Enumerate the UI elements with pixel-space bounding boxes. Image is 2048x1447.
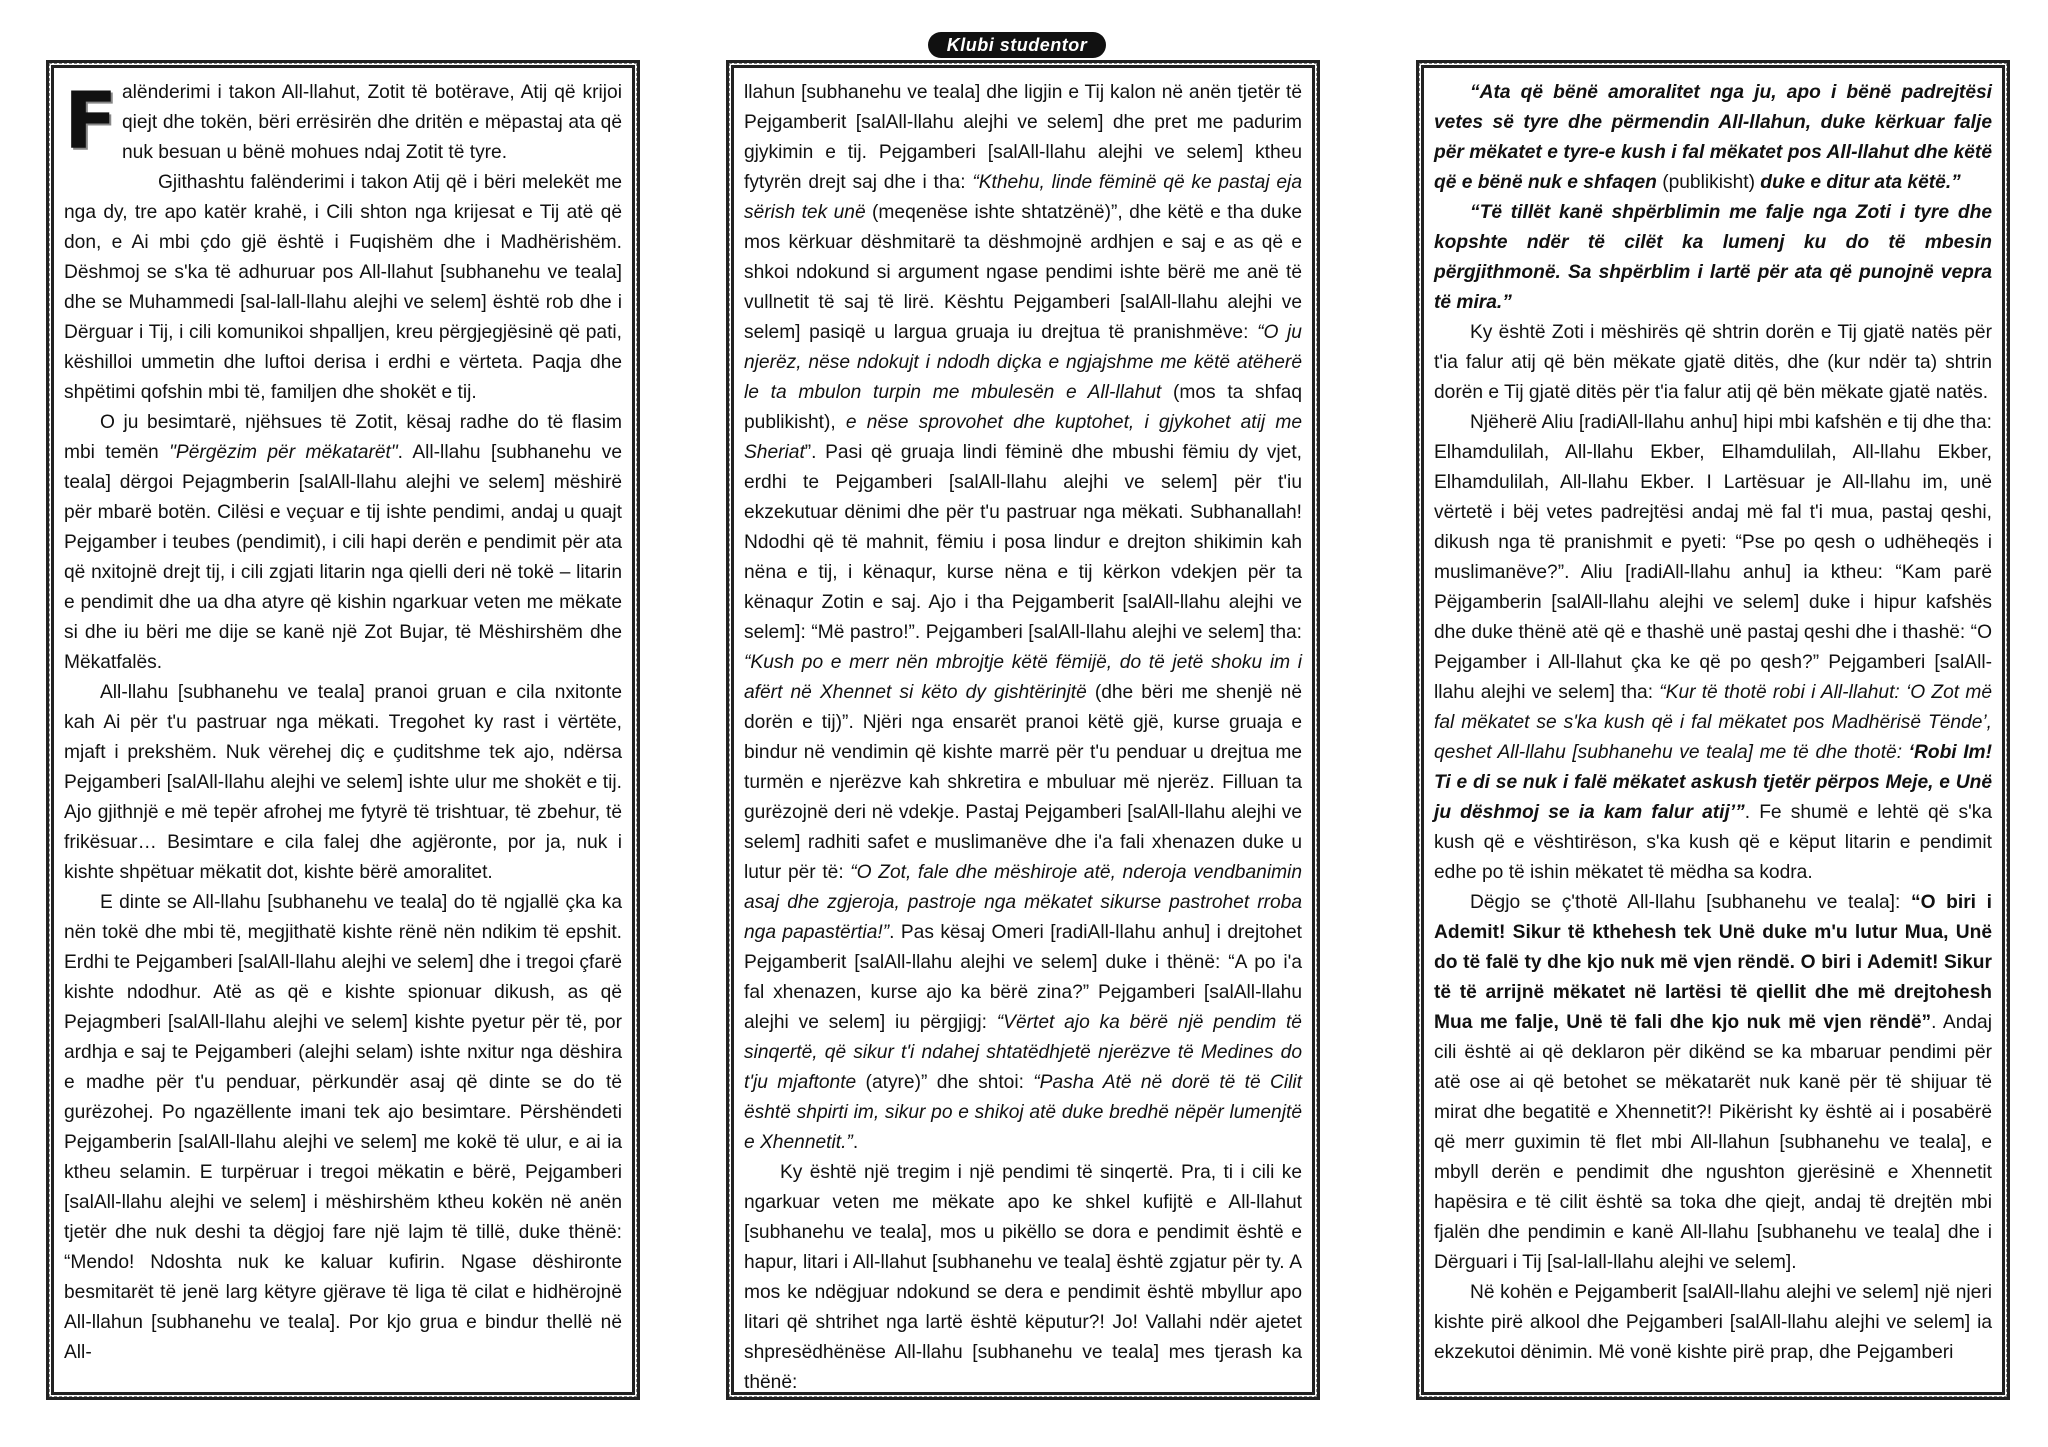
paragraph: E dinte se All-llahu [subhanehu ve teala] do të ngjallë çka ka nën tokë dhe mbi të, megjithatë kishte rënë nën ndikim të epshit. Erdhi te Pejgamberi [salAll-llahu alejhi ve selem] dhe i tregoi çfarë kishte ndodhur. Atë as që e kishte spionuar dikush, as që Pejagmberi [salAll-llahu alejhi ve selem] kishte pyetur për të, por ardhja e saj te Pejgamberi (alejhi selam) ishte nxitur nga dëshira e madhe për t'u penduar, përkundër asaj që dinte se do të gurëzohej. Po ngazëllente imani tek ajo besimtare. Përshëndeti Pejgamberin [salAll-llahu alejhi ve selem] me kokë të ulur, e ai ia ktheu selamin. E turpëruar i tregoi mëkatin e bërë, Pejgamberi [salAll-llahu alejhi ve selem] i mëshirshëm ktheu kokën në anën tjetër dhe nuk deshi ta dëgjoj fare një lajm të tillë, duke thënë: “Mendo! Ndoshta nuk ke kaluar kufirin. Ngase dëshironte besmitarët të jenë larg këtyre gjërave të liga të cilat e hidhërojnë All-llahun [subhanehu ve teala]. Por kjo grua e bindur thellë në All- bbox=[64, 892, 622, 1363]
paragraph: Ky është një tregim i një pendimi të sinqertë. Pra, ti i cili ke ngarkuar veten me mëkate apo ke shkel kufijtë e All-llahut [subhanehu ve teala], mos u pikëllo se dora e pendimit është e hapur, litari i All-llahut [subhanehu ve teala] është zgjatur për ty. A mos ke ndëgjuar ndokund se dera e pendimit është mbyllur apo litari që shtrihet nga lartë është këputur?! Jo! Vallahi ndër ajetet shpresëdhënëse All-llahu [subhanehu ve teala] mes tjerash ka thënë: bbox=[744, 1162, 1302, 1393]
column-3 bbox=[1416, 60, 2010, 1400]
paragraph: Gjithashtu falënderimi i takon Atij që i bëri melekët me nga dy, tre apo katër krahë, i Cili shton nga krijesat e Tij atë që don, e Ai mbi çdo gjë është i Fuqishëm dhe i Madhërishëm. Dëshmoj se s'ka të adhuruar pos All-llahut [subhanehu ve teala] dhe se Muhammedi [sal-lall-llahu alejhi ve selem] është rob dhe i Dërguar i Tij, i cili komunikoi shpalljen, kreu përgjegjësinë që pati, këshilloi ummetin dhe luftoi derisa i erdhi e vërteta. Paqja dhe shpëtimi qofshin mbi të, familjen dhe shokët e tij. bbox=[64, 172, 622, 403]
paragraph: Njëherë Aliu [radiAll-llahu anhu] hipi mbi kafshën e tij dhe tha: Elhamdulilah, All-llahu Ekber, Elhamdulilah, All-llahu Ekber, Elhamdulilah, All-llahu Ekber. I Lartësuar je All-llahu im, unë vërtetë i bëj vetes padrejtësi andaj më fal t'i mua, pastaj qeshi, dikush nga të pranishmit e pyeti: “Pse po qesh o udhëheqës i muslimanëve?”. Aliu [radiAll-llahu anhu] ia ktheu: “Kam parë Pëjgamberin [salAll-llahu alejhi ve selem] duke i hipur kafshës dhe duke thënë atë që e thashë unë pastaj qeshi dhe i thashë: “O Pejgamber i All-llahut çka ke që po qesh?” Pejgamberi [salAll-llahu alejhi ve selem] tha: “Kur të thotë robi i All-llahut: ‘O Zot më fal mëkatet se s'ka kush që i fal mëkatet pos Madhërisë Tënde’, qeshet All-llahu [subhanehu ve teala] me të dhe thotë: ‘Robi Im! Ti e di se nuk i falë mëkatet askush tjetër përpos Meje, e Unë ju dëshmoj se ia kam falur atij’”. Fe shumë e lehtë që s'ka kush që e vështirëson, s'ka kush që e këput litarin e pendimit edhe po të ishin mëkatet të mëdha sa kodra. bbox=[1434, 412, 1992, 883]
paragraph: llahun [subhanehu ve teala] dhe ligjin e Tij kalon në anën tjetër të Pejgamberit [salAll-llahu alejhi ve selem] dhe pret me padurim gjykimin e tij. Pejgamberi [salAll-llahu alejhi ve selem] ktheu fytyrën drejt saj dhe i tha: “Kthehu, linde fëminë që ke pastaj eja sërish tek unë (meqenëse ishte shtatzënë)”, dhe këtë e tha duke mos kërkuar dëshmitarë ta dëshmojnë ardhjen e saj e as që e shkoi ndokund si argument ngase pendimi ishte bërë me anë të vullnetit të saj të lirë. Kështu Pejgamberi [salAll-llahu alejhi ve selem] pasiqë u largua gruaja iu drejtua të pranishmëve: “O ju njerëz, nëse ndokujt i ndodh diçka e ngjajshme me këtë atëherë le ta mbulon turpin me mbulesën e All-llahut (mos ta shfaq publikisht), e nëse sprovohet dhe kuptohet, i gjykohet atij me Sheriat”. Pasi që gruaja lindi fëminë dhe mbushi fëmiu dy vjet, erdhi te Pejgamberi [salAll-llahu alejhi ve selem] për t'iu ekzekutuar dënimi dhe për t'u pastruar nga mëkati. Subhanallah! Ndodhi që të mahnit, fëmiu i posa lindur e drejton shikimin kah nëna e tij, i kënaqur, kurse nëna e tij kërkon vdekjen për ta kënaqur Zotin e saj. Ajo i tha Pejgamberit [salAll-llahu alejhi ve selem]: “Më pastro!”. Pejgamberi [salAll-llahu alejhi ve selem] tha: “Kush po e merr nën mbrojtje këtë fëmijë, do të jetë shoku im i afërt në Xhennet si këto dy gishtërinjtë (dhe bëri me shenjë në dorën e tij)”. Njëri nga ensarët pranoi këtë gjë, kurse gruaja e bindur në vendimin që kishte marrë për t'u penduar u drejtua me turmën e njerëzve kah shkretira e mbuluar më njerëz. Filluan ta gurëzojnë deri në vdekje. Pastaj Pejgamberi [salAll-llahu alejhi ve selem] radhiti safet e muslimanëve dhe i'a fali xhenazen duke u lutur për të: “O Zot, fale dhe mëshiroje atë, nderoja vendbanimin asaj dhe zgjeroja, pastroje nga mëkatet sikurse pastrohet rroba nga papastërtia!”. Pas kësaj Omeri [radiAll-llahu anhu] i drejtohet Pejgamberit [salAll-llahu alejhi ve selem] duke i thënë: “A po i'a fal xhenazen, kurse ajo ka bërë zina?” Pejgamberi [salAll-llahu alejhi ve selem] iu përgjigj: “Vërtet ajo ka bërë një pendim të sinqertë, që sikur t'i ndahej shtatëdhjetë njerëzve të Medines do t'ju mjaftonte (atyre)” dhe shtoi: “Pasha Atë në dorë të të Cilit është shpirti im, sikur po e shikoj atë duke bredhë nëpër lumenjtë e Xhennetit.”. bbox=[744, 82, 1302, 1153]
column-1 bbox=[46, 60, 640, 1400]
quote-paragraph: “Ata që bënë amoralitet nga ju, apo i bënë padrejtësi vetes së tyre dhe përmendin All-llahun, duke kërkuar falje për mëkatet e tyre-e kush i fal mëkatet pos All-llahut dhe këtë që e bënë nuk e shfaqen (publikisht) duke e ditur ata këtë.” bbox=[1434, 82, 1992, 193]
drop-cap: F bbox=[64, 77, 118, 167]
paragraph: Dëgjo se ç'thotë All-llahu [subhanehu ve teala]: “O biri i Ademit! Sikur të kthehesh tek Unë duke m'u lutur Mua, Unë do të falë ty dhe kjo nuk më vjen rëndë. O biri i Ademit! Sikur të të arrijnë mëkatet në lartësi të qiellit dhe më drejtohesh Mua me falje, Unë të fali dhe kjo nuk më vjen rëndë”. Andaj cili është ai që deklaron për dikënd se ka mbaruar pendimi për atë ose ai që betohet se mëkatarët nuk kanë për të shijuar të mirat dhe begatitë e Xhennetit?! Pikërisht ky është ai i posabërë që merr guximin të flet mbi All-llahun [subhanehu ve teala], e mbyll derën e pendimit dhe ngushton gjerësinë e Xhennetit hapësira e të cilit është sa toka dhe qiejt, andaj të drejtën mbi fjalën dhe pendimin e kanë All-llahu [subhanehu ve teala] dhe i Dërguari i Tij [sal-lall-llahu alejhi ve selem]. bbox=[1434, 892, 1992, 1273]
quote-paragraph: “Të tillët kanë shpërblimin me falje nga Zoti i tyre dhe kopshte ndër të cilët ka lumenj ku do të mbesin përgjithmonë. Sa shpërblim i lartë për ata që punojnë vepra të mira.” bbox=[1434, 202, 1992, 313]
paragraph: Falënderimi i takon All-llahut, Zotit të botërave, Atij që krijoi qiejt dhe tokën, bëri errësirën dhe dritën e mëpastaj ata që nuk besuan u bënë mohues ndaj Zotit të tyre. bbox=[64, 78, 622, 168]
column-2 bbox=[726, 60, 1320, 1400]
paragraph: Ky është Zoti i mëshirës që shtrin dorën e Tij gjatë natës për t'ia falur atij që bën mëkate gjatë ditës, dhe (kur ndër ta) shtrin dorën e Tij gjatë ditës për t'ia falur atij që bën mëkate gjatë natës. bbox=[1434, 322, 1992, 403]
paragraph: O ju besimtarë, njëhsues të Zotit, kësaj radhe do të flasim mbi temën "Përgëzim për mëkatarët". All-llahu [subhanehu ve teala] dërgoi Pejagmberin [salAll-llahu alejhi ve selem] mëshirë për mbarë botën. Cilësi e veçuar e tij ishte pendimi, andaj u quajt Pejgamber i teubes (pendimit), i cili hapi derën e pendimit për ata që nxitojnë drejt tij, i cili zgjati litarin nga qielli deri në tokë – litarin e pendimit dhe ua dha atyre që kishin ngarkuar veten me mëkate si dhe iu bëri me dije se kanë një Zot Bujar, të Mëshirshëm dhe Mëkatfalës. bbox=[64, 412, 622, 673]
paragraph: All-llahu [subhanehu ve teala] pranoi gruan e cila nxitonte kah Ai për t'u pastruar nga mëkati. Tregohet ky rast i vërtëte, mjaft i prekshëm. Nuk vërehej diç e çuditshme tek ajo, ndërsa Pejgamberi [salAll-llahu alejhi ve selem] ishte ulur me shokët e tij. Ajo gjithnjë e më tepër afrohej me fytyrë të trishtuar, të zbehur, të frikësuar… Besimtare e cila falej dhe agjëronte, por ja, nuk i kishte shpëtuar mëkatit dot, kishte bërë amoralitet. bbox=[64, 682, 622, 883]
section-badge: Klubi studentor bbox=[928, 32, 1106, 58]
paragraph: Në kohën e Pejgamberit [salAll-llahu alejhi ve selem] një njeri kishte pirë alkool dhe Pejgamberi [salAll-llahu alejhi ve selem] ia ekzekutoi dënimin. Më vonë kishte pirë prap, dhe Pejgamberi bbox=[1434, 1282, 1992, 1363]
